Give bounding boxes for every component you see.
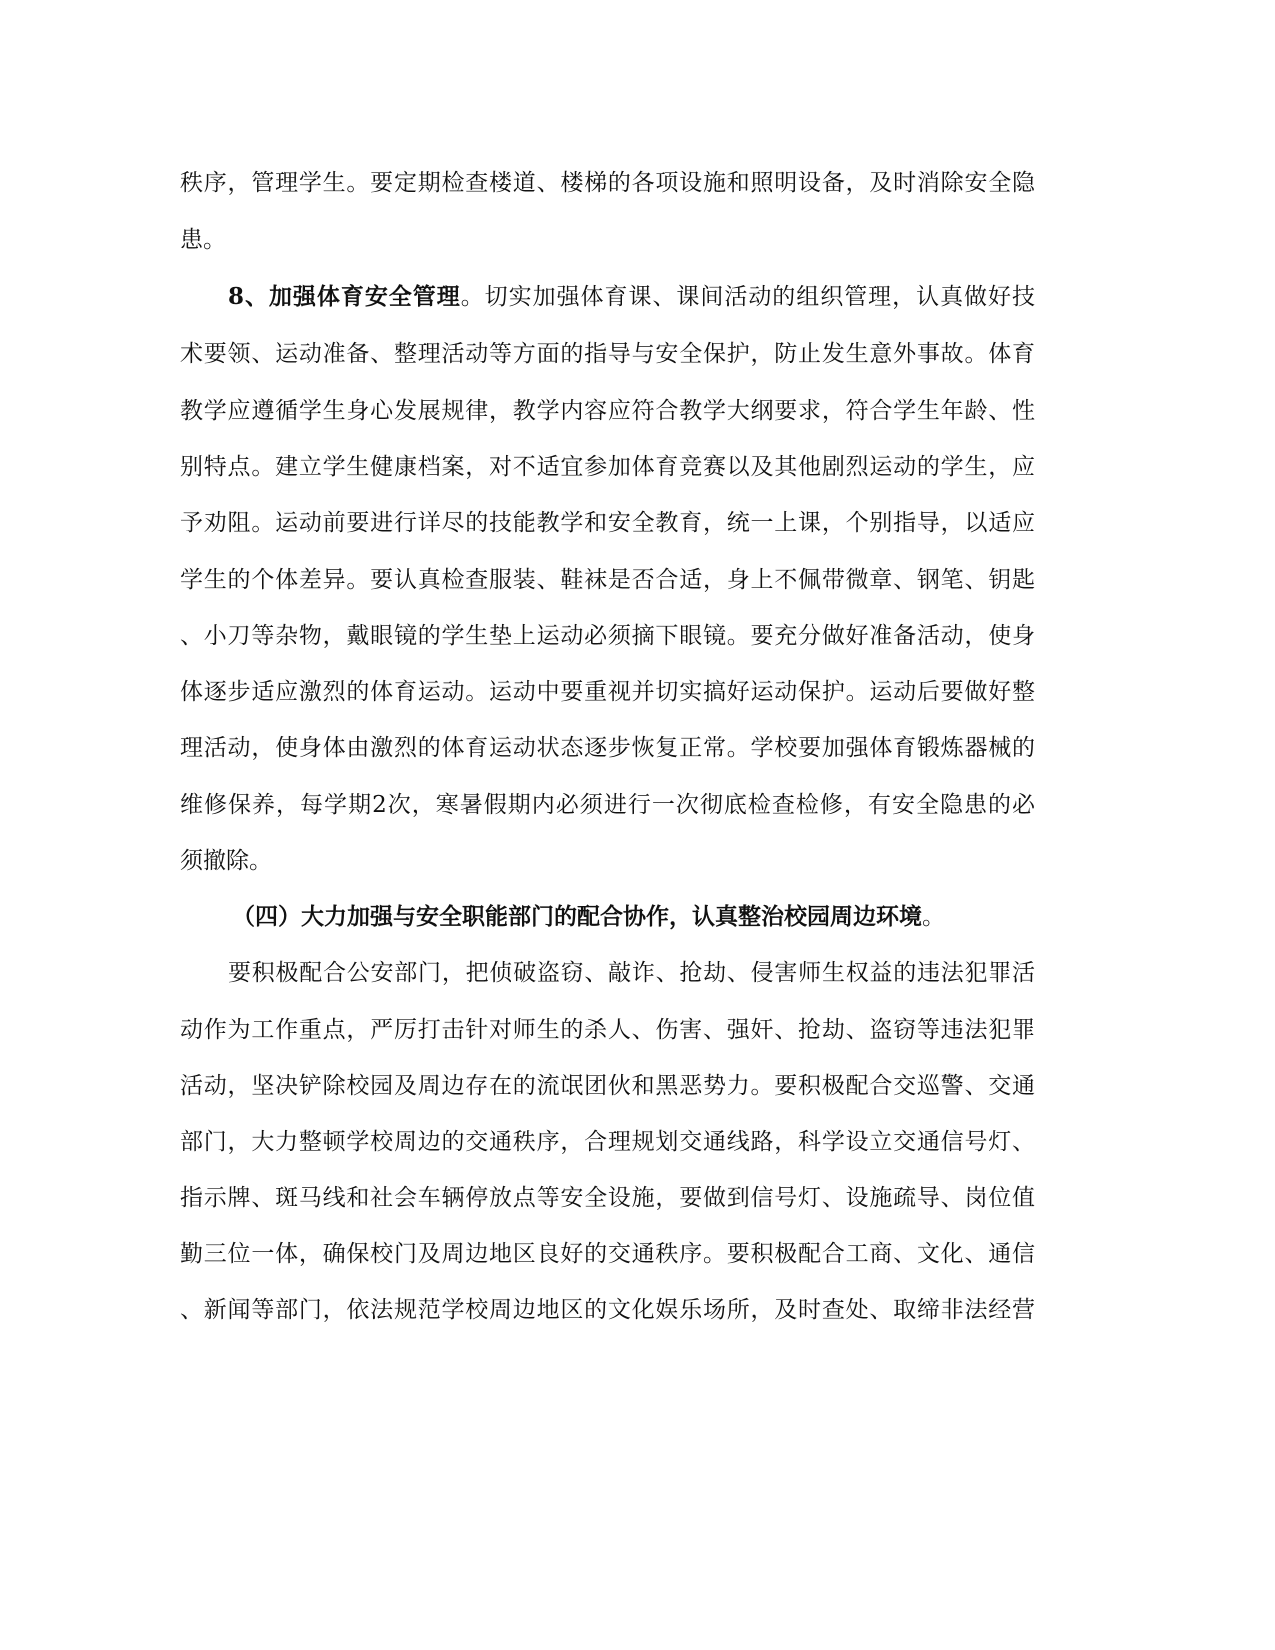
- text-line: 别特点。建立学生健康档案，对不适宜参加体育竞赛以及其他剧烈运动的学生，应: [180, 454, 1035, 480]
- text-line: 要积极配合公安部门，把侦破盗窃、敲诈、抢劫、侵害师生权益的违法犯罪活: [228, 960, 1035, 986]
- text-line: 予劝阻。运动前要进行详尽的技能教学和安全教育，统一上课，个别指导，以适应: [180, 510, 1035, 536]
- text-line: 维修保养，每学期2次，寒暑假期内必须进行一次彻底检查检修，有安全隐患的必: [180, 792, 1035, 818]
- text-line: 秩序，管理学生。要定期检查楼道、楼梯的各项设施和照明设备，及时消除安全隐: [180, 170, 1035, 196]
- text-span: 。: [922, 904, 945, 930]
- text-line: 患。: [180, 227, 226, 253]
- section-4-heading: （四）大力加强与安全职能部门的配合协作，认真整治校园周边环境: [232, 903, 922, 930]
- text-line: 体逐步适应激烈的体育运动。运动中要重视并切实搞好运动保护。运动后要做好整: [180, 679, 1035, 705]
- text-line: 理活动，使身体由激烈的体育运动状态逐步恢复正常。学校要加强体育锻炼器械的: [180, 735, 1035, 761]
- section-8-heading: 8、加强体育安全管理: [228, 283, 461, 310]
- text-line: 术要领、运动准备、整理活动等方面的指导与安全保护，防止发生意外事故。体育: [180, 341, 1035, 367]
- text-line: 教学应遵循学生身心发展规律，教学内容应符合教学大纲要求，符合学生年龄、性: [180, 398, 1035, 424]
- text-line: 须撤除。: [180, 848, 272, 874]
- text-line: 学生的个体差异。要认真检查服装、鞋袜是否合适，身上不佩带微章、钢笔、钥匙: [180, 567, 1035, 593]
- text-line: 部门，大力整顿学校周边的交通秩序，合理规划交通线路，科学设立交通信号灯、: [180, 1129, 1035, 1155]
- section-4-heading-line: [232, 902, 1039, 932]
- text-line: 、小刀等杂物，戴眼镜的学生垫上运动必须摘下眼镜。要充分做好准备活动，使身: [180, 623, 1035, 649]
- section-8-paragraph-line: [228, 282, 1035, 312]
- text-line: 活动，坚决铲除校园及周边存在的流氓团伙和黑恶势力。要积极配合交巡警、交通: [180, 1073, 1035, 1099]
- text-line: 动作为工作重点，严厉打击针对师生的杀人、伤害、强奸、抢劫、盗窃等违法犯罪: [180, 1017, 1035, 1043]
- text-line: 、新闻等部门，依法规范学校周边地区的文化娱乐场所，及时查处、取缔非法经营: [180, 1297, 1035, 1323]
- text-span: 。切实加强体育课、课间活动的组织管理，认真做好技: [460, 284, 1035, 310]
- text-line: 指示牌、斑马线和社会车辆停放点等安全设施，要做到信号灯、设施疏导、岗位值: [180, 1185, 1035, 1211]
- text-line: 勤三位一体，确保校门及周边地区良好的交通秩序。要积极配合工商、文化、通信: [180, 1241, 1035, 1267]
